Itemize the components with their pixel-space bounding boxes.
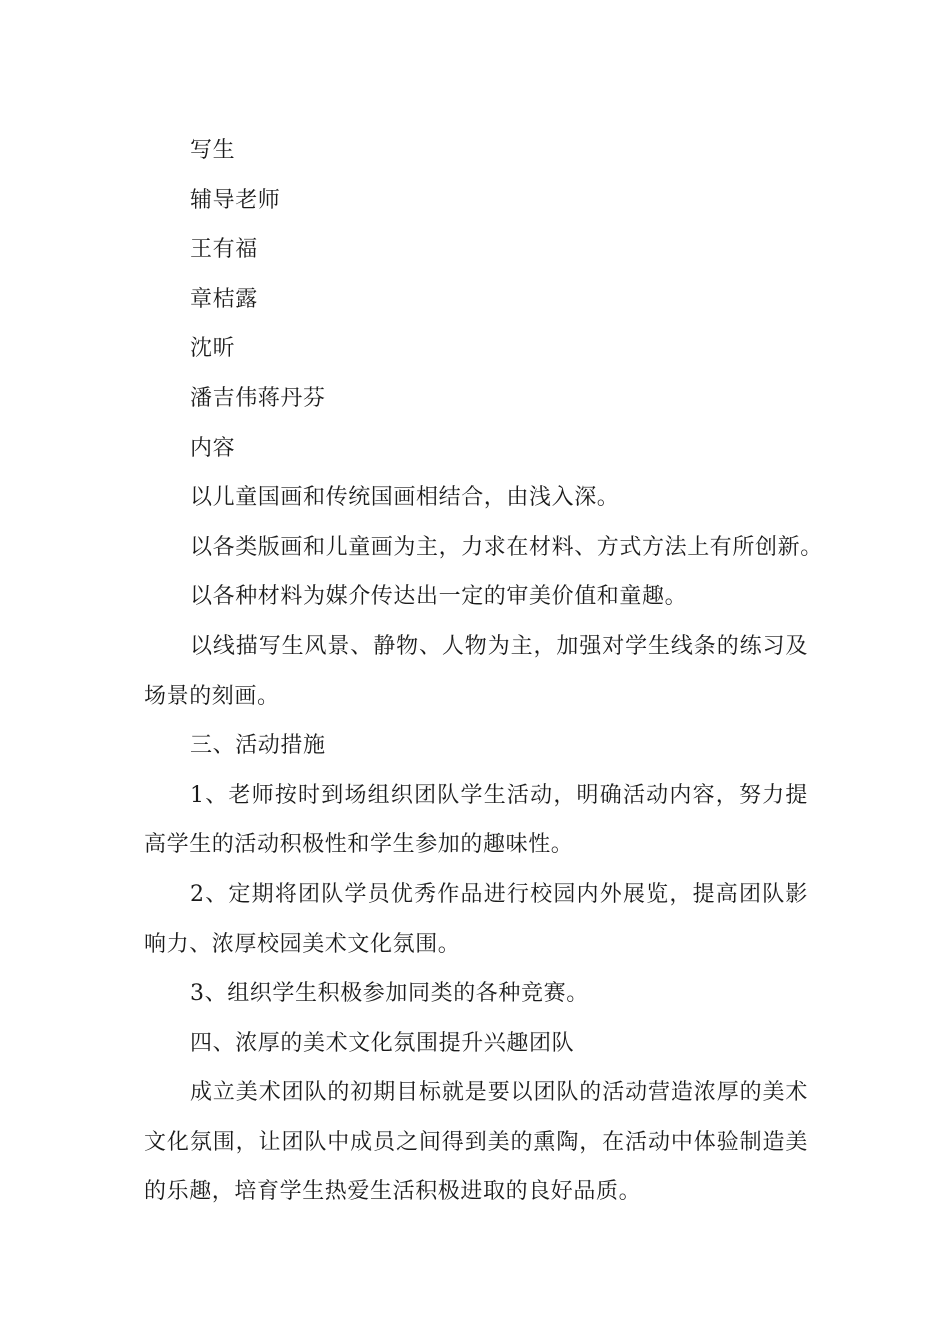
paragraph: 1、老师按时到场组织团队学生活动，明确活动内容，努力提高学生的活动积极性和学生参加的趣味性。 xyxy=(144,782,808,858)
paragraph: 以线描写生风景、静物、人物为主，加强对学生线条的练习及场景的刻画。 xyxy=(144,633,808,709)
list-item: 潘吉伟蒋丹芬 xyxy=(190,385,326,411)
document-body xyxy=(144,126,823,1217)
paragraph: 2、定期将团队学员优秀作品进行校园内外展览，提高团队影响力、浓厚校园美术文化氛围。 xyxy=(144,881,808,957)
list-item: 以各种材料为媒介传达出一定的审美价值和童趣。 xyxy=(190,584,688,610)
list-item: 以各类版画和儿童画为主，力求在材料、方式方法上有所创新。 xyxy=(190,534,823,560)
list-item: 写生 xyxy=(190,138,236,163)
paragraph: 成立美术团队的初期目标就是要以团队的活动营造浓厚的美术文化氛围，让团队中成员之间得到美的熏陶，在活动中体验制造美的乐趣，培育学生热爱生活积极进取的良好品质。 xyxy=(144,1080,808,1205)
list-item: 内容 xyxy=(190,435,236,461)
list-item: 以儿童国画和传统国画相结合，由浅入深。 xyxy=(190,485,620,511)
section-heading: 三、活动措施 xyxy=(190,733,326,759)
list-item: 辅导老师 xyxy=(190,187,281,213)
list-item: 沈昕 xyxy=(190,336,236,362)
paragraph: 3、组织学生积极参加同类的各种竞赛。 xyxy=(190,981,589,1007)
list-item: 章桔露 xyxy=(190,286,258,312)
section-heading: 四、浓厚的美术文化氛围提升兴趣团队 xyxy=(190,1030,575,1056)
list-item: 王有福 xyxy=(190,237,258,263)
